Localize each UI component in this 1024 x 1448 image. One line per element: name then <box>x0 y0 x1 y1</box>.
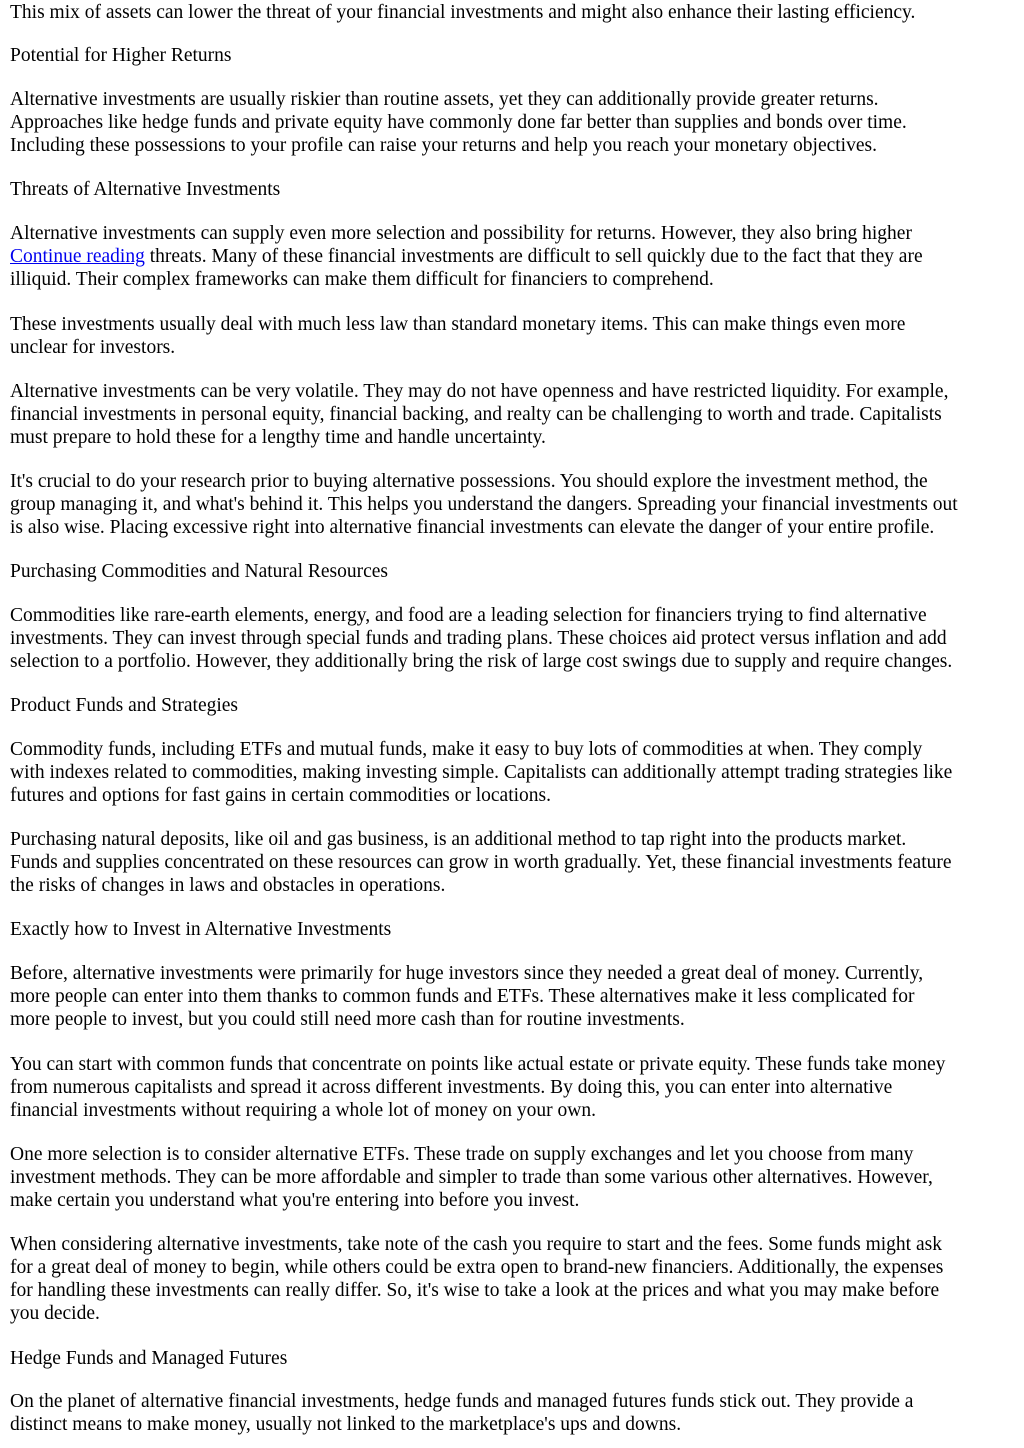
text-line: Commodities like rare-earth elements, energy, and food are a leading selection for financiers trying to find alternative <box>10 605 927 626</box>
text-line: you decide. <box>10 1303 100 1324</box>
text-line: is also wise. Placing excessive right into alternative financial investments can elevate the danger of your entire profile. <box>10 517 935 538</box>
text-line: You can start with common funds that concentrate on points like actual estate or private equity. These funds take money <box>10 1054 946 1075</box>
paragraph-intro <box>10 1 1014 24</box>
text-line: When considering alternative investments, take note of the cash you require to start and the fees. Some funds might ask <box>10 1234 942 1255</box>
text-line: make certain you understand what you're entering into before you invest. <box>10 1190 580 1211</box>
paragraph-product-funds <box>10 738 1014 807</box>
paragraph-hedge-funds <box>10 1390 1014 1436</box>
paragraph-before <box>10 962 1014 1031</box>
text-line: group managing it, and what's behind it. This helps you understand the dangers. Spreading your financial investments out <box>10 494 958 515</box>
paragraph-research <box>10 470 1014 539</box>
paragraph-commodities <box>10 604 1014 673</box>
heading-how-to-invest: Exactly how to Invest in Alternative Investments <box>10 919 392 940</box>
text-line: Approaches like hedge funds and private equity have commonly done far better than supplies and bonds over time. <box>10 112 907 133</box>
text-line: unclear for investors. <box>10 337 176 358</box>
text-line: It's crucial to do your research prior to buying alternative possessions. You should explore the investment method, the <box>10 471 928 492</box>
text-line: One more selection is to consider alternative ETFs. These trade on supply exchanges and let you choose from many <box>10 1144 914 1165</box>
text-line: This mix of assets can lower the threat of your financial investments and might also enhance their lasting efficiency. <box>10 2 916 23</box>
text-line: for handling these investments can really differ. So, it's wise to take a look at the prices and what you may make before <box>10 1280 940 1301</box>
text-line: investment methods. They can be more affordable and simpler to trade than some various other alternatives. However, <box>10 1167 933 1188</box>
text-segment: threats. Many of these financial investments are difficult to sell quickly due to the fact that they are <box>144 246 923 267</box>
paragraph-common-funds <box>10 1053 1014 1122</box>
paragraph-higher-returns <box>10 88 1014 157</box>
text-line: financial investments without requiring a whole lot of money on your own. <box>10 1100 596 1121</box>
paragraph-natural-deposits <box>10 828 1014 897</box>
text-line: Before, alternative investments were primarily for huge investors since they needed a great deal of money. Currently, <box>10 963 924 984</box>
text-line: illiquid. Their complex frameworks can make them difficult for financiers to comprehend. <box>10 269 714 290</box>
text-line: with indexes related to commodities, making investing simple. Capitalists can additionally attempt trading strategies like <box>10 762 953 783</box>
text-line: These investments usually deal with much less law than standard monetary items. This can make things even more <box>10 314 906 335</box>
text-line: selection to a portfolio. However, they additionally bring the risk of large cost swings due to supply and require changes. <box>10 651 953 672</box>
text-line: the risks of changes in laws and obstacles in operations. <box>10 875 446 896</box>
heading-product-funds: Product Funds and Strategies <box>10 695 239 716</box>
heading-higher-returns: Potential for Higher Returns <box>10 45 232 66</box>
paragraph-threats <box>10 222 1014 291</box>
continue-reading-link[interactable]: Continue reading <box>10 246 145 267</box>
heading-hedge-funds: Hedge Funds and Managed Futures <box>10 1348 288 1369</box>
text-line: investments. They can invest through special funds and trading plans. These choices aid protect versus inflation and add <box>10 628 947 649</box>
text-line: from numerous capitalists and spread it across different investments. By doing this, you can enter into alternative <box>10 1077 893 1098</box>
text-line: for a great deal of money to begin, while others could be extra open to brand-new financiers. Additionally, the expenses <box>10 1257 944 1278</box>
text-line: Alternative investments can supply even more selection and possibility for returns. However, they also bring higher <box>10 223 912 244</box>
text-line-with-link <box>10 245 1014 268</box>
paragraph-etfs <box>10 1143 1014 1212</box>
text-line: financial investments in personal equity, financial backing, and realty can be challenging to worth and trade. Capitalists <box>10 404 942 425</box>
text-line: more people can enter into them thanks to common funds and ETFs. These alternatives make it less complicated for <box>10 986 915 1007</box>
text-line: Alternative investments are usually riskier than routine assets, yet they can additionally provide greater returns. <box>10 89 879 110</box>
text-line: more people to invest, but you could still need more cash than for routine investments. <box>10 1009 685 1030</box>
text-line: must prepare to hold these for a lengthy time and handle uncertainty. <box>10 427 546 448</box>
text-line: Purchasing natural deposits, like oil and gas business, is an additional method to tap right into the products market. <box>10 829 907 850</box>
text-line: distinct means to make money, usually not linked to the marketplace's ups and downs. <box>10 1414 682 1435</box>
paragraph-volatile <box>10 380 1014 449</box>
text-line: Including these possessions to your profile can raise your returns and help you reach your monetary objectives. <box>10 135 877 156</box>
paragraph-fees <box>10 1233 1014 1325</box>
text-line: Commodity funds, including ETFs and mutual funds, make it easy to buy lots of commodities at when. They comply <box>10 739 923 760</box>
heading-threats: Threats of Alternative Investments <box>10 179 281 200</box>
text-line: On the planet of alternative financial investments, hedge funds and managed futures funds stick out. They provide a <box>10 1391 914 1412</box>
text-line: Alternative investments can be very volatile. They may do not have openness and have restricted liquidity. For example, <box>10 381 949 402</box>
heading-commodities: Purchasing Commodities and Natural Resources <box>10 561 389 582</box>
paragraph-regulation <box>10 313 1014 359</box>
text-line: futures and options for fast gains in certain commodities or locations. <box>10 785 552 806</box>
text-line: Funds and supplies concentrated on these resources can grow in worth gradually. Yet, these financial investments feature <box>10 852 952 873</box>
